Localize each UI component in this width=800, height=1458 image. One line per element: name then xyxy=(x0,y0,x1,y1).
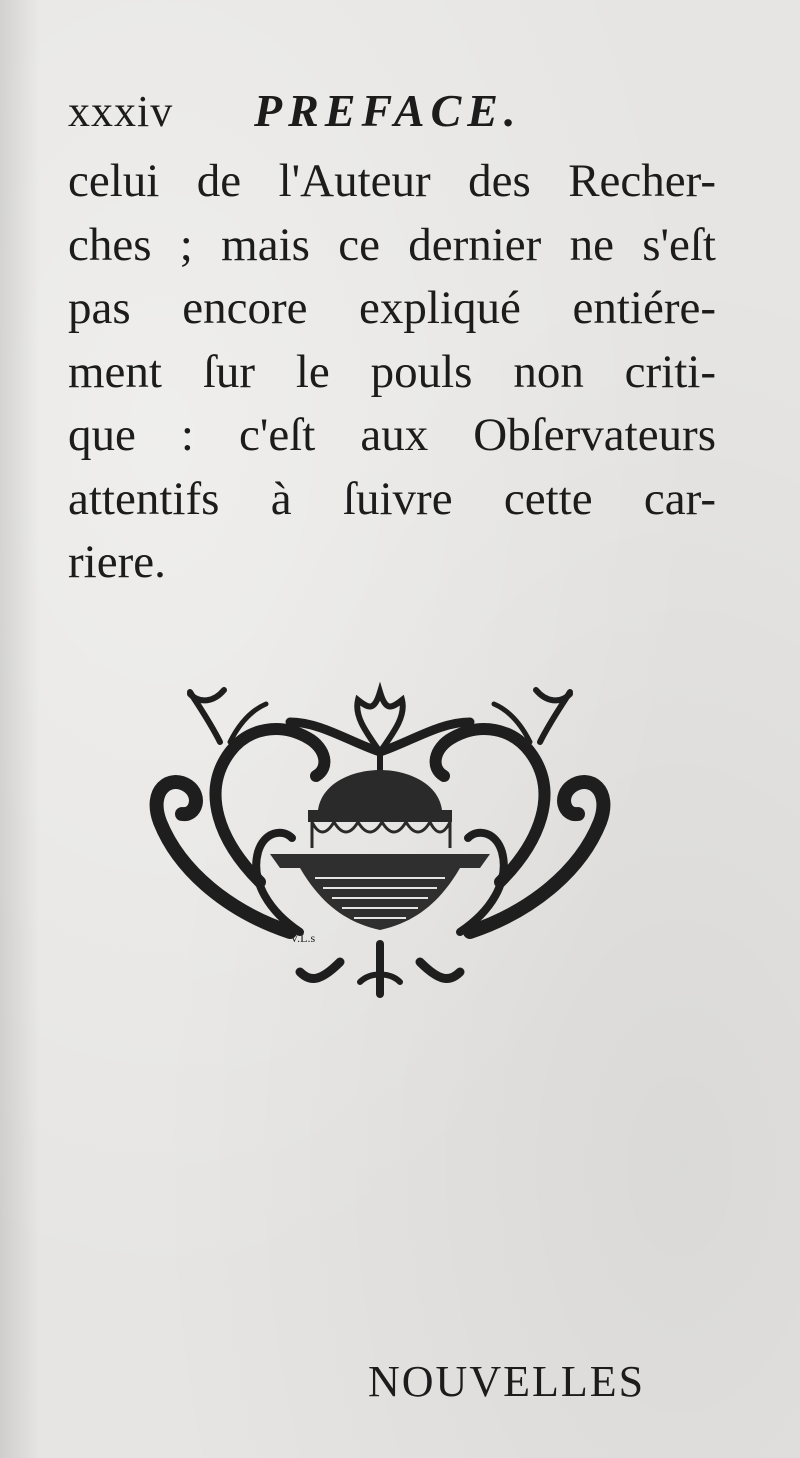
vase-with-foliage-vignette-icon xyxy=(140,682,620,1002)
text-line: ches ; mais ce dernier ne s'eſt xyxy=(68,218,716,271)
running-title: PREFACE. xyxy=(254,85,522,136)
engraver-mark: V.L.s xyxy=(290,931,316,945)
text-line: ment ſur le pouls non criti- xyxy=(68,345,716,398)
catchword: NOUVELLES xyxy=(368,1357,646,1406)
text-line: celui de l'Auteur des Recher- xyxy=(68,155,716,207)
text-line: riere. xyxy=(68,536,166,588)
page-header xyxy=(68,86,708,146)
text-line: attentifs à ſuivre cette car- xyxy=(68,472,716,525)
text-line: que : c'eſt aux Obſervateurs xyxy=(68,409,716,461)
body-paragraph xyxy=(68,150,716,595)
page-gutter-shadow xyxy=(0,0,40,1458)
page-number: xxxiv xyxy=(68,87,174,136)
text-line: pas encore expliqué entiére- xyxy=(68,282,716,334)
